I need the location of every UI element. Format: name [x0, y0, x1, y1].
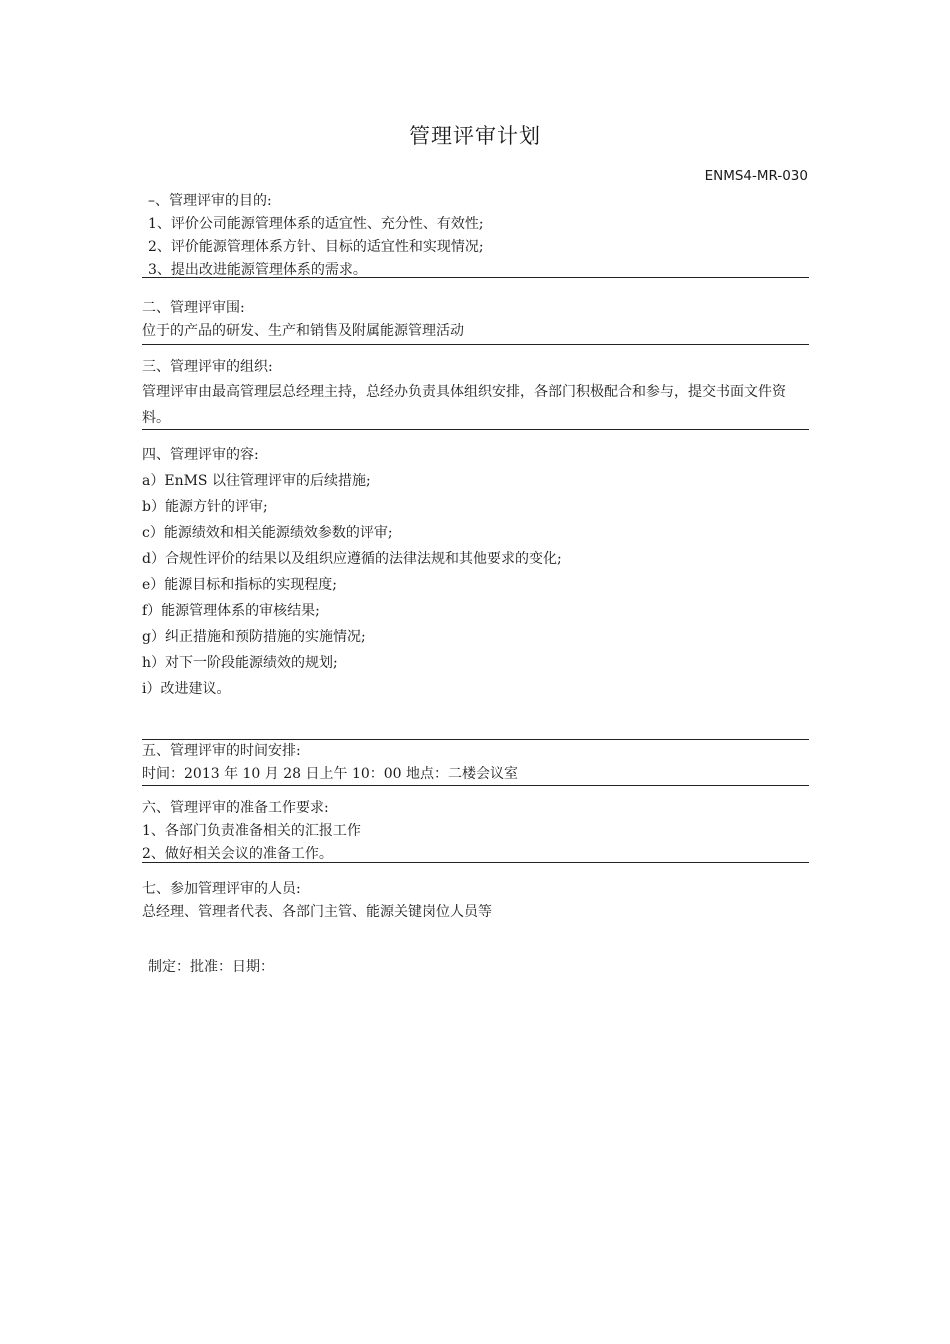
section-divider	[142, 862, 809, 863]
list-item: f）能源管理体系的审核结果;	[142, 603, 320, 619]
section-participants	[142, 878, 809, 924]
list-item: 3、提出改进能源管理体系的需求。	[148, 262, 367, 278]
document-title: 管理评审计划	[409, 124, 541, 148]
section-organization	[142, 356, 809, 431]
section-divider	[142, 429, 809, 430]
list-item: h）对下一阶段能源绩效的规划;	[142, 655, 338, 671]
content-list	[142, 468, 809, 702]
section-divider	[142, 277, 809, 278]
section-heading: 二、管理评审围:	[142, 300, 245, 316]
list-item: 1、各部门负责准备相关的汇报工作	[142, 823, 361, 839]
section-heading: 四、管理评审的容:	[142, 447, 259, 463]
list-item: a）EnMS 以往管理评审的后续措施;	[142, 473, 371, 489]
list-item: c）能源绩效和相关能源绩效参数的评审;	[142, 525, 393, 541]
section-schedule	[142, 740, 809, 786]
section-heading: 五、管理评审的时间安排:	[142, 743, 301, 759]
section-divider	[142, 785, 809, 786]
section-text: 位于的产品的研发、生产和销售及附属能源管理活动	[142, 323, 464, 339]
section-scope	[142, 297, 809, 343]
section-content	[142, 442, 809, 702]
section-heading: 六、管理评审的准备工作要求:	[142, 800, 329, 816]
section-purpose	[142, 190, 815, 282]
section-heading: 三、管理评审的组织:	[142, 359, 273, 375]
section-text: 管理评审由最高管理层总经理主持，总经办负责具体组织安排，各部门积极配合和参与，提交书面文件资料。	[142, 384, 786, 426]
section-divider	[142, 344, 809, 345]
list-item: 1、评价公司能源管理体系的适宜性、充分性、有效性;	[148, 216, 484, 232]
signature-line: 制定：批准：日期：	[148, 959, 274, 975]
list-item: b）能源方针的评审;	[142, 499, 268, 515]
section-preparation	[142, 797, 809, 866]
list-item: 2、做好相关会议的准备工作。	[142, 846, 333, 862]
list-item: d）合规性评价的结果以及组织应遵循的法律法规和其他要求的变化;	[142, 551, 562, 567]
section-text: 总经理、管理者代表、各部门主管、能源关键岗位人员等	[142, 904, 492, 920]
document-number: ENMS4-MR-030	[704, 168, 808, 184]
list-item: g）纠正措施和预防措施的实施情况;	[142, 629, 366, 645]
section-heading: 七、参加管理评审的人员:	[142, 881, 301, 897]
list-item: e）能源目标和指标的实现程度;	[142, 577, 338, 593]
schedule-text: 时间：2013 年 10 月 28 日上午 10：00 地点：二楼会议室	[142, 766, 519, 782]
list-item: i）改进建议。	[142, 681, 231, 697]
list-item: 2、评价能源管理体系方针、目标的适宜性和实现情况;	[148, 239, 484, 255]
section-heading: –、管理评审的目的:	[148, 193, 272, 209]
